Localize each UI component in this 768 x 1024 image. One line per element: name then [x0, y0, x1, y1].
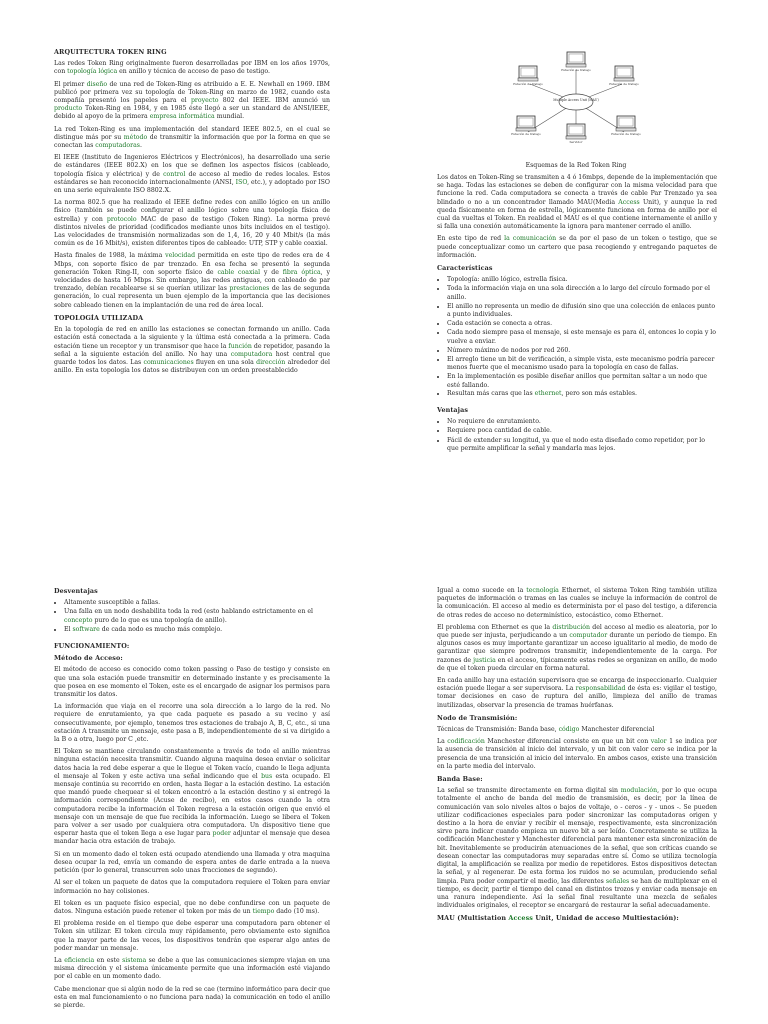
heading-mau — [437, 914, 717, 922]
text: alrededor del anillo. En esta topología los datos se distribuyen con un orden preestablecido — [54, 358, 330, 375]
link-computadora[interactable]: computadora — [230, 350, 273, 358]
text: de ésta es: vigilar el testigo, tomar decisiones en caso de ruptura del anillo, limpieza del anillo de tramas inutilizadas, observar la presencia de tramas huérfanas. — [437, 685, 717, 709]
screen-shape — [617, 68, 631, 76]
paragraph — [437, 624, 717, 673]
text: , por lo que ocupa totalmente el ancho de banda del medio de transmisión, es decir, por la línea de comunicación van solo niveles altos o bajos de voltaje, o - ceros - y - unos -. Se pueden utilizar codificaciones especiales para poder sincronizar las computadoras origen y destino a la hora de enviar y recibir el mensaje, respectivamente, esta sincronización sirve para indicar cuando empieza un nuevo bit a ser leído. Concretamente se utiliza la codificación Manchester y Manchester diferencial para mantener esta sincronización de bit. Inevitablemente se producirán atenuaciones de la señal, que son críticas cuando se desean conectar las computadoras muy separadas entre sí. Como se utiliza tecnología digital, la amplificación se realiza por medio de repetidores. Estos dispositivos detectan la señal, y al regenerar. De esta forma los ruidos no se acumulan, produciendo señal limpia. Para poder compartir el medio, las diferentes — [437, 787, 717, 885]
workstation-icon — [566, 124, 586, 144]
paragraph — [54, 748, 330, 846]
text: 1 se indica por la ausencia de transición al inicio del intervalo, y un bit con valor cero se indica por la presencia de una transición al inicio del intervalo. En ambos casos, existe una transición en la parte media del intervalo. — [437, 738, 718, 770]
link-responsabilidad[interactable]: responsabilidad — [575, 685, 626, 693]
workstation-icon — [561, 52, 591, 72]
text: esta ocupado. El mensaje continúa su recorrido en orden, hasta llegar a la estación destino. La estación que mandó puede chequear si el token encontró a la estación destino y si entregó la información correspondiente (Acuse de recibo), en estos casos cuando la otra computadora recibe la información el Token regresa a la estación origen que envió el mensaje con un mensaje de que fue recibida la información. Luego se libera el Token para volver a ser usado por cualquiera otra computadora. Un dispositivo tiene que esperar hasta que el token llega a ese lugar para — [54, 772, 330, 838]
text: Una falla en un nodo deshabilita toda la red (esto hablando estrictamente en el — [64, 608, 314, 616]
text: Manchester diferencial consiste en que un bit con — [484, 738, 651, 746]
text: En este tipo de red — [437, 235, 505, 243]
text: El Token se mantiene circulando constantemente a través de todo el anillo mientras ninguna estación necesita transmitir. Cuando alguna maquina desea enviar o solicitar datos hacia la red debe esperar a que le llegue el Token vacío, cuando le llega adjunta el mensaje al Token y este activa una señal indicando que el — [54, 748, 330, 780]
text: Altamente susceptible a fallas. — [64, 599, 161, 607]
link-producto[interactable]: producto — [54, 105, 83, 113]
bottom-right-column — [437, 587, 717, 927]
link-control[interactable]: control — [163, 170, 186, 178]
list-item: • Cada estación se conecta a otras. — [447, 320, 717, 328]
screen-shape — [569, 126, 583, 134]
text: fluyen en una sola — [193, 358, 257, 366]
link-la-comunicacion[interactable]: la comunicación — [504, 235, 557, 243]
text: se debe a que las comunicaciones siempre viajan en una misma dirección y el sistema únicamente permite que una información esté viajando por el cable en un momento dado. — [54, 956, 330, 981]
text: de cada nodo es mucho más complejo. — [99, 625, 223, 633]
text: Resultan más caras que las — [447, 389, 535, 397]
text: La — [54, 956, 65, 964]
text: dado (10 ms). — [274, 907, 320, 915]
text: , etc.), y adoptado por ISO en una serie equivalente ISO 8802.X. — [54, 178, 330, 195]
bottom-left-column — [54, 587, 330, 1014]
text: El token es un paquete físico especial, que no debe confundirse con un paquete de datos. Ninguna estación puede retener el token por más de un — [54, 899, 330, 915]
paragraph — [54, 81, 330, 122]
text: La señal se transmite directamente en forma digital sin — [437, 787, 621, 795]
keyboard-shape — [616, 128, 636, 131]
link-iso[interactable]: ISO — [235, 178, 248, 186]
paragraph — [54, 126, 330, 151]
screen-shape — [521, 68, 535, 76]
node-label: Estación de trabajo — [513, 82, 543, 86]
node-label: Estación de trabajo — [511, 132, 541, 136]
link-senales[interactable]: señales — [605, 877, 630, 885]
text: adjuntar el mensaje que desea mandar hacia otra estación de trabajo. — [54, 830, 330, 846]
paragraph — [437, 738, 717, 771]
text: permitida en este tipo de redes era de 4 Mbps, con soporte físico de par trenzado. En esa fecha se presentó la segunda generación Token Ring-II, con soporte físico de — [54, 252, 330, 276]
paragraph — [54, 154, 330, 195]
link-prestaciones[interactable]: prestaciones — [229, 285, 270, 293]
paragraph — [54, 252, 330, 309]
workstation-icon — [513, 66, 543, 86]
paragraph — [437, 235, 717, 260]
link-direccion[interactable]: dirección — [256, 358, 286, 366]
list-item: • Número máximo de nodos por red 260. — [447, 347, 717, 355]
text: host central que guarde todos los datos. Las — [54, 350, 330, 366]
text: El problema con Ethernet es que la — [437, 623, 553, 631]
text: Unit, Unidad de acceso Multiestación): — [533, 914, 679, 923]
link-justicia[interactable]: justicia — [473, 656, 496, 664]
text: La red Token-Ring es una implementación del standard IEEE 802.5, en el cual se distingue más por su — [54, 125, 330, 141]
list-item: • Topología: anillo lógico, estrella física. — [447, 276, 717, 284]
list-item: • No requiere de enrutamiento. — [447, 418, 717, 426]
keyboard-shape — [516, 128, 536, 131]
keyboard-shape — [614, 78, 634, 81]
mau-label: Multiple Access Unit (MAU) — [553, 98, 599, 102]
screen-shape — [519, 118, 533, 126]
link-distribucion[interactable]: distribución — [552, 623, 591, 631]
top-right-column — [437, 174, 717, 458]
node-label: Estación de trabajo — [561, 68, 591, 72]
keyboard-shape — [566, 136, 586, 139]
list-item: • El anillo no representa un medio de difusión sino que una colección de enlaces punto a punto individuales. — [447, 303, 717, 319]
paragraph: Al ser el token un paquete de datos que la computadora requiere el Token para enviar información no hay colisiones. — [54, 879, 330, 895]
link-access[interactable]: Access — [618, 198, 640, 206]
link-bus[interactable]: bus — [261, 772, 273, 780]
text: 802 del IEEE. IBM anunció un — [218, 97, 330, 105]
text: El primer — [54, 80, 87, 88]
link-tecnologia[interactable]: tecnología — [526, 587, 559, 594]
link-metodo[interactable]: método — [123, 133, 148, 141]
text: en este — [94, 956, 123, 964]
link-diseno[interactable]: diseño — [86, 80, 108, 88]
list-item — [64, 608, 330, 624]
link-cable-coaxial[interactable]: cable coaxial — [217, 268, 261, 276]
text: La — [437, 738, 448, 746]
screen-shape — [569, 54, 583, 62]
text: El — [64, 625, 73, 633]
mau-hub — [553, 94, 598, 110]
link-ethernet[interactable]: ethernet — [534, 389, 562, 397]
link-tiempo[interactable]: tiempo — [252, 907, 275, 915]
text: de las de segunda generación, lo cual representa un buen ejemplo de la importancia que las decisiones sobre cableado tienen en la implantación de una red de área local. — [54, 285, 330, 309]
paragraph: Cabe mencionar que si algún nodo de la red se cae (termino informático para decir que esta en mal funcionamiento o no funciona para nada) la comunicación en todo el anillo se pierde. — [54, 985, 330, 1009]
node-label: Estación de trabajo — [609, 82, 639, 86]
paragraph: El método de acceso es conocido como token passing o Paso de testigo y consiste en que una sola estación puede transmitir en determinado instante y es precisamente la que posea en ese momento el Token, este es el encargado de asignar los permisos para transmitir los datos. — [54, 666, 330, 699]
paragraph — [54, 199, 330, 248]
disadvantages-list — [54, 599, 330, 634]
text: se da por el paso de un token o testigo, que se puede conceptualizar como un cartero que pasa recogiendo y entregando paquetes de información. — [437, 235, 717, 259]
text: de una red de Token-Ring es atribuido a E. E. Newhall en 1969. IBM publicó por primera vez su topología de Token-Ring en marzo de 1982, cuando esta compañía presentó los papeles para el — [54, 80, 330, 105]
figure-caption: Esquemas de la Red Token Ring — [525, 162, 627, 169]
list-item: • Cada nodo siempre pasa el mensaje, si este mensaje es para él, entonces lo copia y lo vuelve a enviar. — [447, 329, 717, 345]
link-fibra-optica[interactable]: fibra óptica — [282, 268, 321, 276]
link-computador[interactable]: computador — [569, 632, 608, 640]
link-valor[interactable]: valor — [650, 738, 667, 746]
text: mundial. — [214, 113, 245, 121]
text: y de — [260, 268, 283, 276]
heading-nodo-transmision: Nodo de Transmisión: — [437, 713, 518, 722]
text: de repetidor, pasando la señal a la siguiente estación del anillo. No hay una — [54, 342, 330, 358]
list-item — [447, 390, 717, 398]
text: , pero son más estables. — [561, 389, 638, 397]
paragraph — [437, 787, 717, 910]
text: Los datos en Token-Ring se transmiten a 4 ó 16mbps, depende de la implementación que se haga. Todas las estaciones se deben de configurar con la misma velocidad para que funcione la red. Cada computadora se conecta a través de cable Par Trenzado ya sea blindado o no a un concentrador llamado MAU(Media — [437, 174, 717, 206]
text: MAC de paso de testigo (Token Ring). La norma prevé distintos niveles de prioridad (codificados mediante unos bits incluidos en el testigo). Las velocidades de transmisión normalizadas son de 1,4, 16, 20 y 40 Mbit/s (la más común es de 16 Mbit/s), existen diferentes tipos de cableado: UTP, STP y cable coaxial. — [54, 215, 330, 248]
screen-shape — [619, 118, 633, 126]
link-velocidad[interactable]: velocidad — [165, 252, 196, 260]
workstation-icon — [511, 116, 541, 136]
text: MAU (Multistation — [437, 914, 509, 923]
paragraph — [54, 957, 330, 982]
list-item: • El arreglo tiene un bit de verificación, a simple vista, este mecanismo podría parecer menos fuerte que el mecanismo usado para la topología en caso de fallas. — [447, 356, 717, 372]
paragraph — [437, 677, 717, 710]
top-left-column — [54, 48, 330, 379]
heading-caracteristicas: Características — [437, 264, 493, 273]
workstation-icon — [609, 66, 639, 86]
advantages-list — [437, 418, 717, 453]
workstation-icon — [611, 116, 641, 136]
paragraph — [54, 326, 330, 375]
paragraph — [437, 726, 717, 734]
paragraph — [54, 900, 330, 916]
text: Hasta finales de 1988, la máxima — [54, 252, 166, 260]
list-item — [64, 599, 330, 607]
link-modulacion[interactable]: modulación — [620, 787, 658, 795]
text: Técnicas de Transmisión: Banda base, — [437, 726, 559, 734]
link-protocolo[interactable]: protocolo — [106, 215, 137, 223]
text: La norma 802.5 que ha realizado el IEEE define redes con anillo lógico en un anillo físico (también se puede configurar el anillo lógico sobre una topología física de estrella) y con — [54, 199, 330, 223]
section-title-topology: TOPOLOGÍA UTILIZADA — [54, 313, 144, 322]
link-computadoras[interactable]: computadoras — [95, 142, 140, 150]
heading-metodo-acceso: Método de Acceso: — [54, 654, 123, 663]
characteristics-list — [437, 276, 717, 390]
paragraph — [54, 60, 330, 76]
text: Las redes Token Ring originalmente fueron desarrolladas por IBM en los años 1970s, con — [54, 60, 330, 76]
link-software[interactable]: software — [72, 625, 100, 633]
text: en anillo y técnica de acceso de paso de testigo. — [117, 68, 270, 76]
text: se han de multiplexar en el tiempo, es decir, partir el tiempo del canal en distintos trozos y enviar cada mensaje en una ranura independiente. Así la señal final resultante una mezcla de señales individuales originales, el receptor se encargará de restaurar la señal adecuadamente. — [437, 877, 717, 910]
text: Token-Ring en 1984, y en 1985 éste llegó a ser un standard de ANSI/IEEE, debido al apoyo de la primera — [54, 105, 330, 121]
link-eficiencia[interactable]: eficiencia — [64, 956, 95, 964]
paragraph — [437, 587, 717, 620]
heading-ventajas: Ventajas — [437, 406, 469, 415]
link-sistema[interactable]: sistema — [122, 956, 147, 964]
text: en el acceso, típicamente estas redes se organizan en anillo, de modo de que el token pueda circular en forma natural. — [437, 656, 717, 672]
paragraph: La información que viaja en el recorre una sola dirección a lo largo de la red. No requiere de enrutamiento, ya que cada paquete es pasado a su vecino y así consecutivamente, por ejemplo, tenemos tres estaciones de trabajo A, B, C, etc., si una estación A transmite un mensaje, este pasa a B, independientemente de si va dirigido a la B o a otra, luego por C ,etc. — [54, 703, 330, 744]
text: . — [139, 142, 142, 150]
text: En la topología de red en anillo las estaciones se conectan formando un anillo. Cada estación está conectada a la siguiente y la última está conectada a la primera. Cada estación tiene un receptor y un transmisor que hace la — [54, 326, 330, 350]
text: Igual a como sucede en la — [437, 587, 527, 594]
paragraph: Si en un momento dado el token está ocupado atendiendo una llamada y otra maquina desea ocupar la red, envía un comando de espera antes de darle entrada a la nueva petición (por lo general, transcurren solo unas fracciones de segundo). — [54, 850, 330, 875]
heading-funcionamiento: FUNCIONAMIENTO: — [54, 642, 130, 651]
link-comunicaciones[interactable]: comunicaciones — [143, 358, 194, 366]
text: Manchester diferencial — [579, 726, 655, 734]
text: Unit), y aunque la red queda físicamente en forma de estrella, lógicamente funciona en forma de anillo por el cual da vueltas el Token. En realidad el MAU es el que contiene internamente el anillo y si falla una conexión automáticamente la ignora para mantener cerrado el anillo. — [437, 198, 717, 231]
text: puro de lo que es una topología de anillo). — [92, 616, 227, 624]
link-empresa-informatica[interactable]: empresa informática — [149, 113, 215, 121]
link-poder[interactable]: poder — [212, 830, 231, 838]
heading-desventajas: Desventajas — [54, 587, 98, 595]
heading-banda-base: Banda Base: — [437, 775, 483, 784]
node-label: Servidor — [569, 140, 583, 144]
list-item: • Toda la información viaja en una sola dirección a lo largo del círculo formado por el anillo. — [447, 285, 717, 301]
paragraph — [437, 174, 717, 231]
link-access-mau[interactable]: Access — [508, 914, 533, 923]
link-codificacion[interactable]: codificación — [447, 738, 485, 746]
paragraph: El problema reside en el tiempo que debe esperar una computadora para obtener el Token sin utilizar. El token circula muy rápidamente, pero obviamente esto significa que la mayor parte de las veces, los dispositivos tendrán que esperar algo antes de poder mandar un mensaje. — [54, 920, 330, 952]
text: El IEEE (Instituto de Ingenieros Eléctricos y Electrónicos), ha desarrollado una serie de estándares (IEEE 802.X) en los que se definen los aspectos físicos (cableado, topología física y eléctrica) y de — [54, 154, 330, 178]
token-ring-diagram — [502, 46, 650, 156]
text: durante un período de tiempo. En algunos casos es muy importante garantizar un acceso igualitario al medio, de modo de garantizar que siempre podremos transmitir, independientemente de la carga. Por razones de — [437, 632, 717, 664]
link-funcion[interactable]: función — [228, 342, 252, 350]
node-label: Estación de trabajo — [611, 132, 641, 136]
text: Ethernet, el sistema Token Ring también utiliza paquetes de información o tramas en las cuales se incluye la información de control de la comunicación. El acceso al medio es determinista por el paso del testigo, a diferencia de otras redes de acceso no determinístico, estocástico, como Ethernet. — [437, 587, 717, 619]
list-item: • Fácil de extender su longitud, ya que el nodo esta diseñado como repetidor, por lo que permite amplificar la señal y mandarla mas lejos. — [447, 437, 717, 453]
list-item: • En la implementación es posible diseñar anillos que permitan saltar a un nodo que esté fallando. — [447, 373, 717, 389]
section-title-architecture: ARQUITECTURA TOKEN RING — [54, 48, 167, 56]
keyboard-shape — [518, 78, 538, 81]
text: , y velocidades de hasta 16 Mbps. Sin embargo, las redes antiguas, con cableado de par trenzado, debían recablearse si se querían utilizar las — [54, 268, 330, 293]
text: de acceso al medio de redes locales. Estos estándares se han reconocido internacionalmente (ANSI, — [54, 170, 330, 186]
link-proyecto[interactable]: proyecto — [190, 97, 219, 105]
keyboard-shape — [566, 64, 586, 67]
text: del acceso al medio es aleatoria, por lo que puede ser injusta, perjudicando a un — [437, 623, 717, 640]
list-item — [64, 626, 330, 634]
link-concepto[interactable]: concepto — [64, 616, 93, 624]
text: En cada anillo hay una estación supervisora que se encarga de inspeccionarlo. Cualquier estación puede llegar a ser supervisora. La — [437, 677, 717, 693]
text: de transmitir la información que por la forma en que se conectan las — [54, 133, 330, 150]
characteristics-list-end — [437, 390, 717, 398]
link-codigo[interactable]: código — [558, 726, 580, 734]
list-item: • Requiere poca cantidad de cable. — [447, 427, 717, 435]
link-topologia-logica[interactable]: topología lógica — [67, 68, 118, 76]
